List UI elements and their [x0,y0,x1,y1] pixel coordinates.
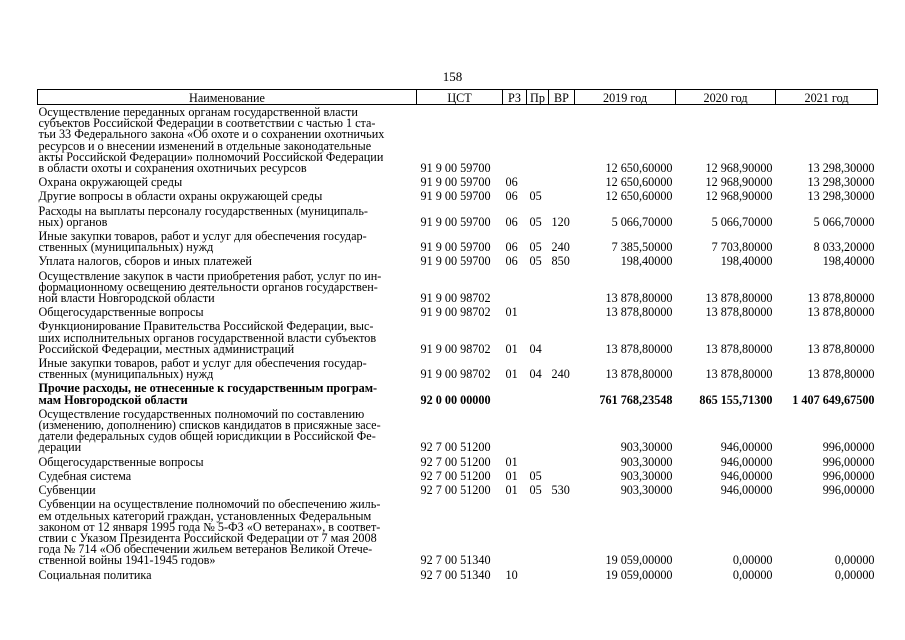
row-2019: 13 878,80000 [605,305,673,320]
page-number: 158 [442,69,463,84]
header-name: Наименование [38,90,417,105]
row-cst: 92 7 00 51200 [420,468,491,483]
row-name-line: в области охоты и сохранения охотничьих ресурсов [38,161,307,176]
row-cst: 92 7 00 51200 [420,483,491,498]
row-name-line: Российской Федерации, местных администраций [38,341,295,356]
row-cst: 91 9 00 98702 [420,341,491,356]
row-name-line: Иные закупки товаров, работ и услуг для обеспечения государ- [38,229,367,244]
row-2021: 996,00000 [822,440,875,455]
row-pr [527,105,549,176]
header-vr: ВР [549,90,575,105]
row-name [38,497,417,567]
row-vr: 120 [551,214,570,229]
row-name-line: Судебная система [38,468,132,483]
row-2020: 12 968,90000 [705,189,773,204]
row-name-line: ных) органов [38,214,108,229]
row-pr: 05 [529,214,542,229]
row-rz: 01 [505,454,518,469]
row-vr [549,175,575,189]
row-name [38,455,417,469]
row-2019: 12 650,60000 [605,189,673,204]
row-2019: 761 768,23548 [599,392,673,407]
row-name [38,254,417,268]
row-pr [527,497,549,567]
row-pr [527,175,549,189]
table-row [38,407,878,455]
row-name [38,105,417,176]
table-row [38,483,878,497]
row-vr: 530 [551,483,570,498]
header-2019: 2019 год [575,90,676,105]
row-2019: 12 650,60000 [605,161,673,176]
table-row [38,455,878,469]
row-name [38,175,417,189]
row-name-line: Осуществление государственных полномочий по составлению [38,406,365,421]
row-2020: 7 703,80000 [711,240,773,255]
header-rz: РЗ [503,90,527,105]
row-name-line: Функционирование Правительства Российской Федерации, выс- [38,319,374,334]
row-rz: 01 [505,341,518,356]
row-name [38,568,417,582]
row-2020: 13 878,80000 [705,341,773,356]
row-name [38,204,417,229]
table-row [38,229,878,254]
row-name-line: Осуществление переданных органам государственной власти [38,105,358,119]
row-2021: 0,00000 [834,567,875,582]
row-name-line: Расходы на выплаты персоналу государственных (муниципаль- [38,203,368,218]
row-2020: 5 066,70000 [711,214,773,229]
row-cst: 91 9 00 98702 [420,367,491,382]
row-vr [549,568,575,582]
row-2021: 13 298,30000 [807,175,875,190]
row-name-line: ших исполнительных органов государственной власти субъектов [38,330,377,345]
row-2021: 13 298,30000 [807,189,875,204]
row-rz [503,105,527,176]
row-name [38,407,417,455]
row-pr [527,455,549,469]
row-name-line: Осуществление закупок в части приобретения работ, услуг по ин- [38,268,382,283]
row-name-line: Общегосударственные вопросы [38,454,204,469]
row-name-line: Другие вопросы в области охраны окружающей среды [38,189,323,204]
table-row [38,305,878,319]
row-2020: 12 968,90000 [705,161,773,176]
row-2021: 5 066,70000 [813,214,875,229]
row-vr [549,319,575,356]
row-2019: 13 878,80000 [605,341,673,356]
row-name [38,483,417,497]
row-name-line: акты Российской Федерации» полномочий Российской Федерации [38,149,384,164]
row-2019: 7 385,50000 [611,240,673,255]
table-row [38,568,878,582]
row-2020: 198,40000 [720,254,773,269]
row-cst: 91 9 00 59700 [420,240,491,255]
row-cst: 92 7 00 51200 [420,454,491,469]
row-name-line: ствии с Указом Президента Российской Федерации от 7 мая 2008 [38,530,377,545]
row-name-line: Охрана окружающей среды [38,175,183,190]
row-pr [527,269,549,306]
row-2019: 5 066,70000 [611,214,673,229]
row-2019: 12 650,60000 [605,175,673,190]
row-rz: 06 [505,254,518,269]
row-vr [549,497,575,567]
row-name-line: (изменению, дополнению) списков кандидатов в присяжные засе- [38,418,381,433]
row-name [38,319,417,356]
row-rz: 01 [505,367,518,382]
header-cst: ЦСТ [417,90,503,105]
table-row [38,381,878,406]
row-name-line: Прочие расходы, не отнесенные к государственным програм- [38,381,378,396]
row-2021: 8 033,20000 [813,240,875,255]
row-2021: 1 407 649,67500 [792,392,875,407]
row-2019: 198,40000 [620,254,673,269]
row-2020: 0,00000 [732,567,773,582]
row-2020: 13 878,80000 [705,291,773,306]
row-vr [549,305,575,319]
row-vr: 240 [551,367,570,382]
table-row [38,175,878,189]
table-row [38,254,878,268]
header-2021: 2021 год [776,90,878,105]
row-pr [527,407,549,455]
row-name-line: субъектов Российской Федерации в соответствии с частью 1 ста- [38,116,376,131]
row-name-line: ственных (муниципальных) нужд [38,240,214,255]
row-2021: 996,00000 [822,468,875,483]
row-2021: 13 878,80000 [807,291,875,306]
row-cst: 92 7 00 51200 [420,440,491,455]
row-pr: 04 [529,367,542,382]
row-pr [527,568,549,582]
row-2020: 13 878,80000 [705,305,773,320]
row-name [38,381,417,406]
row-vr [549,381,575,406]
row-name-line: Субвенции на осуществление полномочий по обеспечению жиль- [38,497,381,512]
row-2019: 903,30000 [620,440,673,455]
row-pr: 05 [529,240,542,255]
row-vr: 850 [551,254,570,269]
row-vr [549,189,575,203]
row-name-line: ственной войны 1941-1945 годов» [38,553,216,568]
row-2021: 13 878,80000 [807,341,875,356]
row-2019: 13 878,80000 [605,367,673,382]
row-name-line: Социальная политика [38,567,152,582]
row-2020: 12 968,90000 [705,175,773,190]
table-row [38,269,878,306]
row-cst: 92 0 00 00000 [420,392,491,407]
row-cst: 91 9 00 98702 [420,291,491,306]
row-cst: 92 7 00 51340 [420,567,491,582]
row-rz [503,381,527,406]
row-pr: 05 [529,483,542,498]
table-row [38,319,878,356]
row-pr [527,305,549,319]
row-name-line: мам Новгородской области [38,392,188,407]
row-name-line: формационному освещению деятельности органов государствен- [38,279,378,294]
row-name-line: Субвенции [38,483,96,498]
table-row [38,204,878,229]
row-2019: 903,30000 [620,483,673,498]
row-rz [503,269,527,306]
row-2019: 903,30000 [620,468,673,483]
header-pr: Пр [527,90,549,105]
row-rz: 10 [505,567,518,582]
row-2020: 0,00000 [732,553,773,568]
row-name-line: датели федеральных судов общей юрисдикции в Российской Фе- [38,429,376,444]
table-row [38,105,878,176]
row-name-line: ем отдельных категорий граждан, установленных Федеральным [38,508,372,523]
row-name [38,229,417,254]
row-2021: 996,00000 [822,454,875,469]
row-rz: 01 [505,468,518,483]
row-name-line: тьи 33 Федерального закона «Об охоте и о сохранении охотничьих [38,127,385,142]
row-2019: 13 878,80000 [605,291,673,306]
row-name [38,469,417,483]
row-2019: 903,30000 [620,454,673,469]
row-2020: 946,00000 [720,454,773,469]
row-2020: 946,00000 [720,440,773,455]
row-2020: 946,00000 [720,468,773,483]
table-row [38,469,878,483]
row-2020: 13 878,80000 [705,367,773,382]
row-2020: 865 155,71300 [699,392,773,407]
row-vr [549,407,575,455]
row-rz: 06 [505,175,518,190]
row-name-line: дерации [38,440,82,455]
row-name [38,269,417,306]
row-2021: 13 878,80000 [807,305,875,320]
row-pr: 05 [529,254,542,269]
row-cst: 91 9 00 59700 [420,161,491,176]
row-pr: 05 [529,468,542,483]
row-name-line: Общегосударственные вопросы [38,305,204,320]
row-rz: 06 [505,214,518,229]
row-rz: 01 [505,305,518,320]
row-name-line: ной власти Новгородской области [38,291,215,306]
row-name [38,305,417,319]
table-header-row [38,90,878,105]
table-row [38,189,878,203]
row-rz: 06 [505,189,518,204]
table-row [38,497,878,567]
row-cst: 91 9 00 59700 [420,214,491,229]
budget-table [37,89,878,582]
row-rz: 01 [505,483,518,498]
table-row [38,356,878,381]
row-2021: 13 298,30000 [807,161,875,176]
row-name-line: Уплата налогов, сборов и иных платежей [38,254,252,269]
header-2020: 2020 год [676,90,776,105]
row-cst: 91 9 00 98702 [420,305,491,320]
row-pr: 05 [529,189,542,204]
row-2019: 19 059,00000 [605,567,673,582]
row-pr [527,381,549,406]
row-rz: 06 [505,240,518,255]
row-2021: 0,00000 [834,553,875,568]
row-2021: 996,00000 [822,483,875,498]
row-pr: 04 [529,341,542,356]
row-cst: 91 9 00 59700 [420,254,491,269]
row-cst: 91 9 00 59700 [420,189,491,204]
row-name-line: Иные закупки товаров, работ и услуг для обеспечения государ- [38,356,367,371]
row-name [38,189,417,203]
row-name-line: ственных (муниципальных) нужд [38,367,214,382]
row-name-line: ресурсов и о внесении изменений в отдельные законодательные [38,138,372,153]
row-rz [503,497,527,567]
row-vr: 240 [551,240,570,255]
row-2021: 13 878,80000 [807,367,875,382]
row-vr [549,455,575,469]
row-rz [503,407,527,455]
row-name [38,356,417,381]
row-vr [549,269,575,306]
row-name-line: года № 714 «Об обеспечении жильем ветеранов Великой Отече- [38,542,373,557]
row-vr [549,469,575,483]
row-2020: 946,00000 [720,483,773,498]
row-2021: 198,40000 [822,254,875,269]
row-2019: 19 059,00000 [605,553,673,568]
row-cst: 92 7 00 51340 [420,553,491,568]
row-cst: 91 9 00 59700 [420,175,491,190]
row-vr [549,105,575,176]
row-name-line: законом от 12 января 1995 года № 5-ФЗ «О ветеранах», в соответ- [38,519,381,534]
